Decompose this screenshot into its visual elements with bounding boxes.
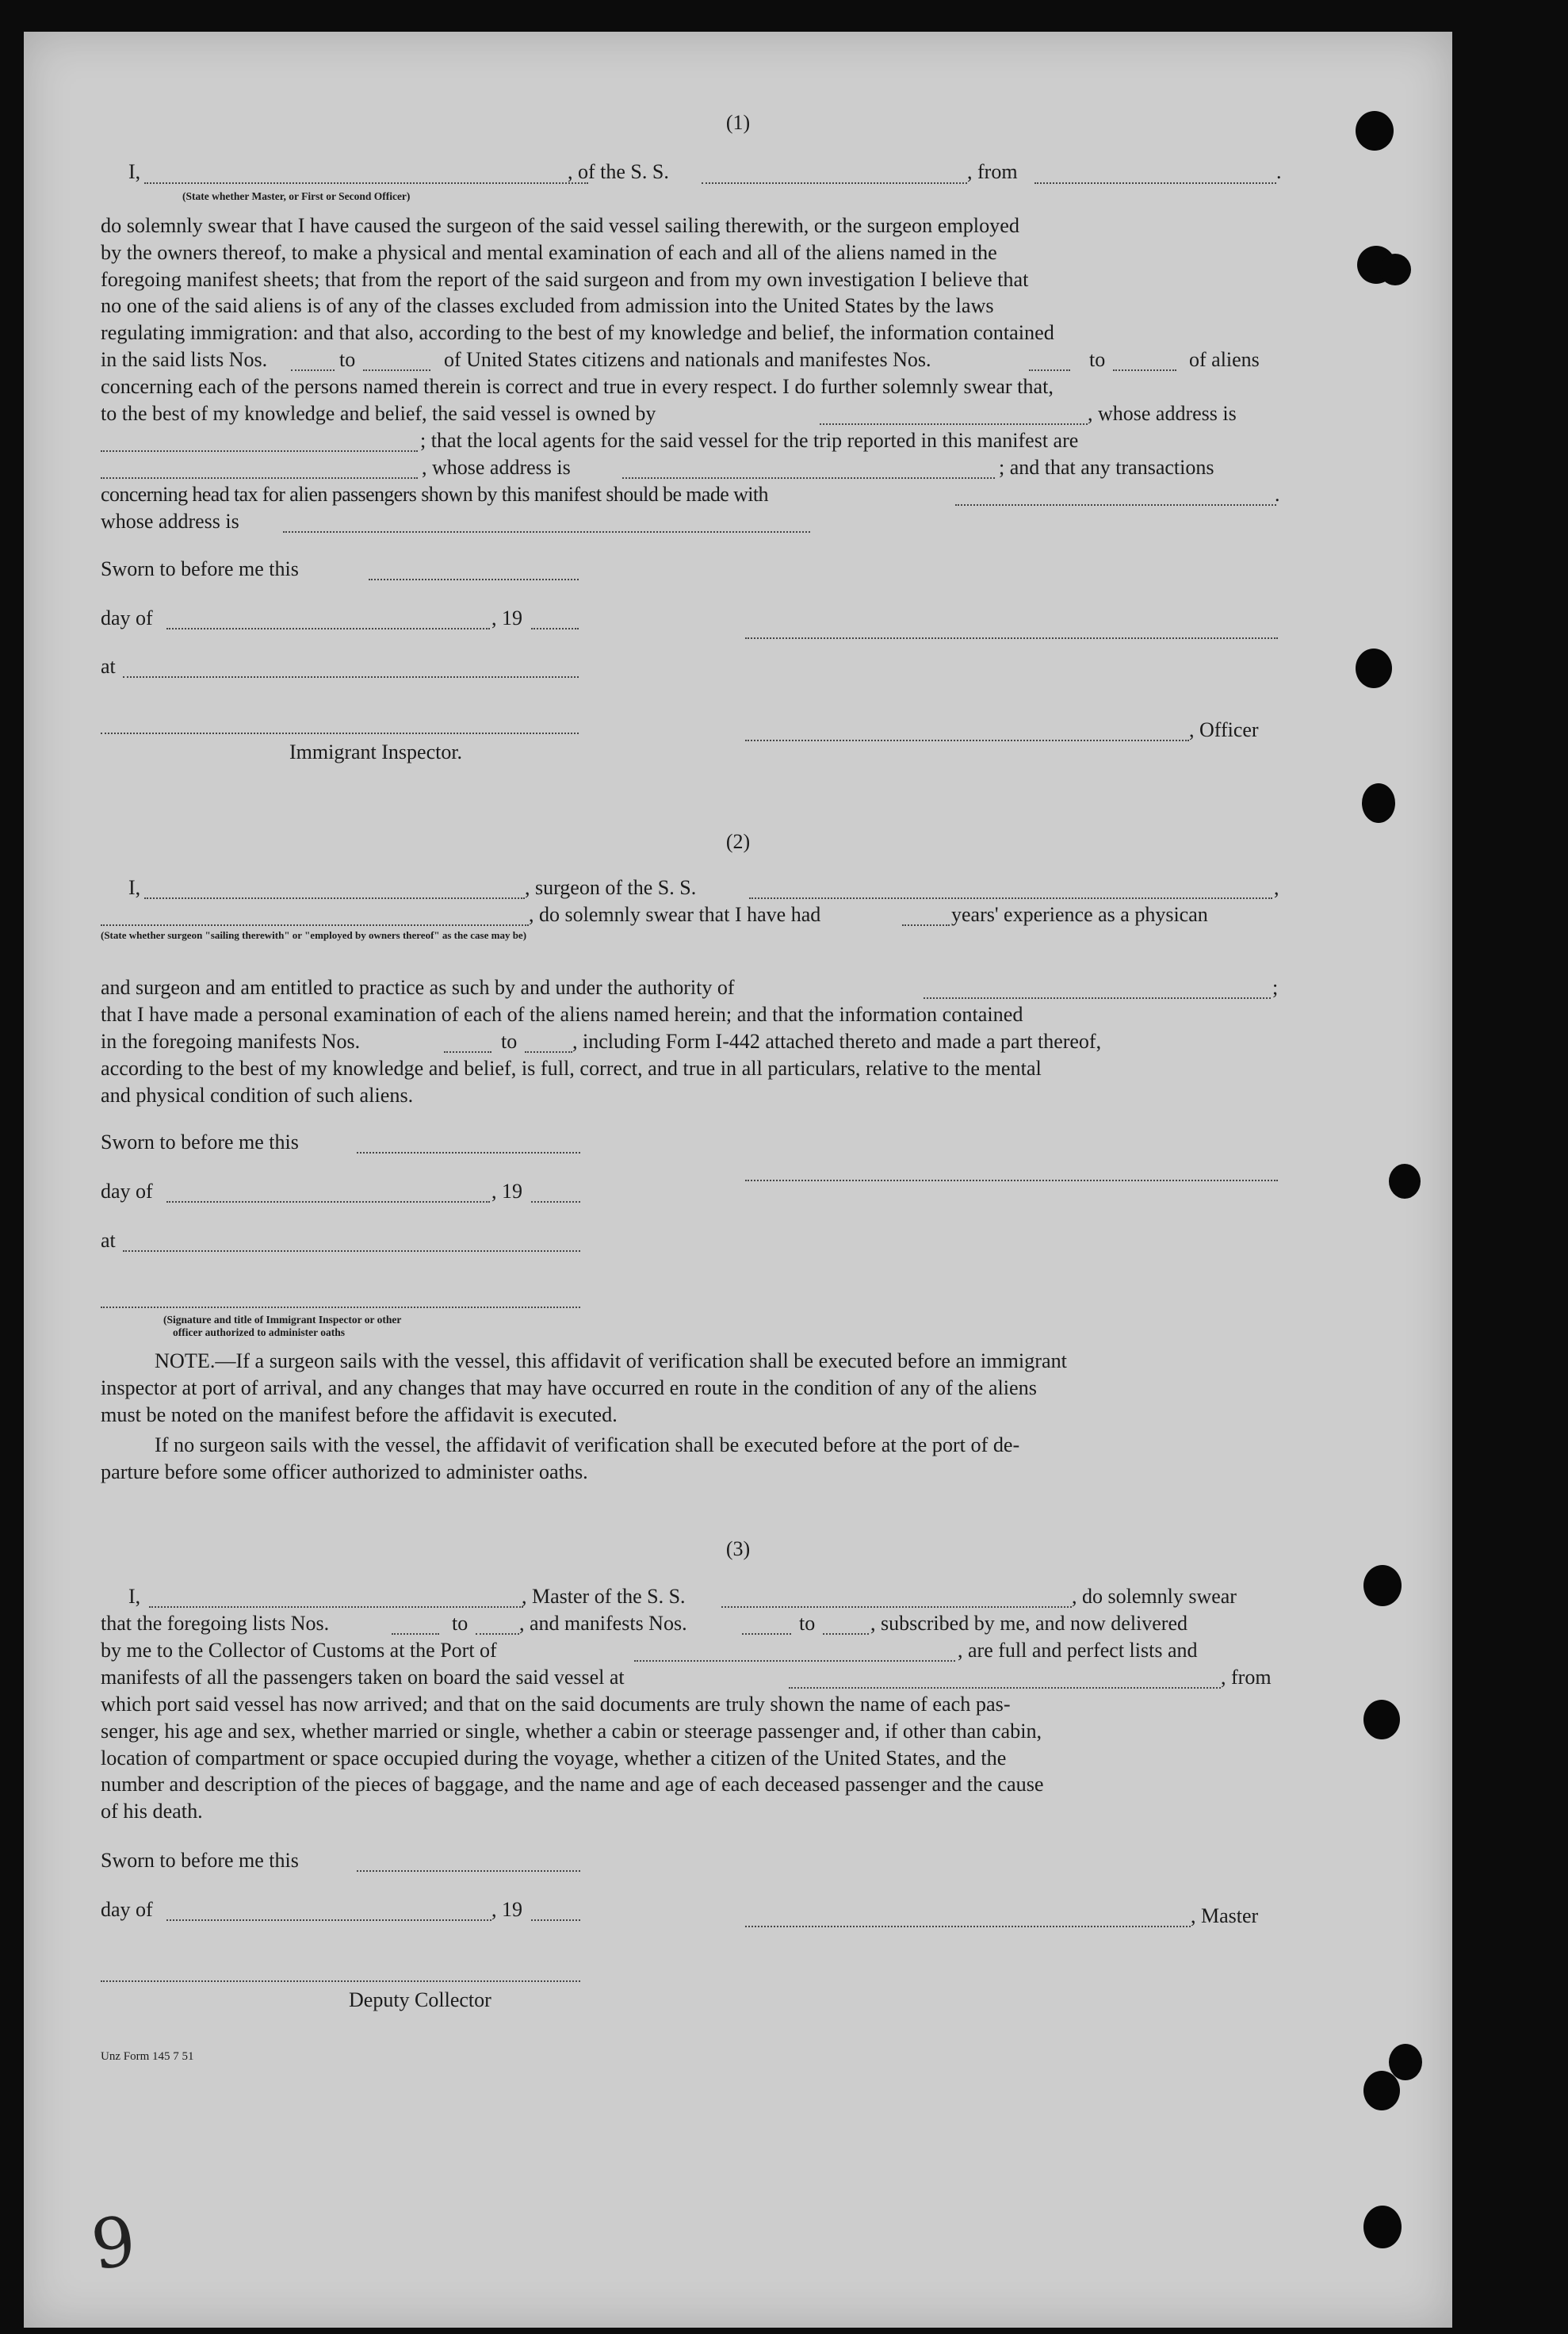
text: ; and that any transactions	[999, 456, 1214, 479]
signature-line	[101, 733, 579, 734]
blank-field	[283, 531, 810, 533]
text: , Officer	[1189, 718, 1259, 741]
text: , are full and perfect lists and	[958, 1639, 1198, 1662]
text: , 19	[491, 606, 522, 629]
signature-line	[745, 740, 1189, 741]
blank-field	[166, 1201, 490, 1203]
blank-field	[392, 1633, 439, 1635]
text: , 19	[491, 1180, 522, 1203]
punch-hole	[1363, 1565, 1402, 1606]
blank-field	[702, 182, 967, 184]
blank-field	[476, 1633, 519, 1635]
text: of aliens	[1189, 348, 1260, 371]
blank-field	[149, 1606, 523, 1608]
blank-field	[101, 450, 418, 452]
text: concerning head tax for alien passengers shown by this manifest should be made with	[101, 483, 768, 506]
blank-field	[1034, 182, 1276, 184]
signature-line	[745, 637, 1278, 639]
signature-line	[101, 1980, 580, 1982]
paragraph: concerning each of the persons named therein is correct and true in every respect. I do further solemnly swear that,	[101, 375, 1054, 398]
section-number: (2)	[725, 830, 751, 853]
text: Immigrant Inspector.	[289, 740, 463, 763]
section-number: (1)	[725, 111, 751, 134]
punch-hole	[1389, 1164, 1421, 1199]
punch-hole	[1356, 649, 1392, 688]
text: , Master of the S. S.	[522, 1585, 686, 1608]
text: to	[339, 348, 356, 371]
blank-field	[291, 369, 335, 371]
signature-line	[745, 1180, 1278, 1181]
blank-field	[166, 1919, 491, 1921]
punch-hole	[1362, 783, 1395, 823]
text: , from	[1221, 1666, 1272, 1689]
blank-field	[749, 897, 1272, 899]
text: , and manifests Nos.	[519, 1612, 687, 1635]
form-id: Unz Form 145 7 51	[101, 2050, 194, 2063]
blank-field	[525, 1051, 572, 1053]
blank-field	[721, 1606, 1072, 1608]
text: ,	[1274, 876, 1279, 899]
signature-note: officer authorized to administer oaths	[173, 1326, 345, 1338]
blank-field	[363, 369, 430, 371]
text: I,	[128, 160, 141, 183]
text: .	[1275, 483, 1280, 506]
text: Sworn to before me this	[101, 1849, 299, 1872]
text: .	[1276, 160, 1282, 183]
signature-note: (Signature and title of Immigrant Inspector or other	[163, 1314, 402, 1326]
blank-field	[144, 182, 588, 184]
blank-field	[357, 1152, 580, 1154]
text: , whose address is	[1088, 402, 1237, 425]
blank-field	[634, 1660, 955, 1662]
blank-field	[902, 924, 950, 926]
paragraph: that I have made a personal examination of each of the aliens named herein; and that the information contained	[101, 1003, 1023, 1026]
section-number: (3)	[725, 1537, 751, 1560]
text: , do solemnly swear	[1072, 1585, 1237, 1608]
text: day of	[101, 1180, 153, 1203]
text: that the foregoing lists Nos.	[101, 1612, 330, 1635]
signature-line	[745, 1926, 1191, 1927]
text: , including Form I-442 attached thereto and made a part thereof,	[572, 1030, 1102, 1053]
blank-field	[531, 1201, 580, 1203]
blank-field	[820, 423, 1088, 425]
text: of United States citizens and nationals and manifestes Nos.	[444, 348, 931, 371]
text: years' experience as a physican	[951, 903, 1208, 926]
blank-field	[444, 1051, 491, 1053]
text: at	[101, 1229, 116, 1252]
text: whose address is	[101, 510, 239, 533]
paragraph: which port said vessel has now arrived; and that on the said documents are truly shown the name of each pas- senger, his age and sex, whether married or single, whether a cabin or steerage passenger and, if other than cabin, location of compartment or space occupied during the voyage, whether a citizen of the United States, and the number and description of the pieces of baggage, and the name and age of each deceased passenger and the cause of his death.	[101, 1693, 1044, 1823]
blank-field	[1029, 369, 1070, 371]
text: Sworn to before me this	[101, 1131, 299, 1154]
punch-hole	[1363, 1700, 1400, 1739]
blank-field	[369, 579, 579, 580]
text: manifests of all the passengers taken on board the said vessel at	[101, 1666, 625, 1689]
blank-field	[531, 1919, 580, 1921]
blank-field	[144, 897, 525, 899]
document-page	[24, 32, 1452, 2328]
text: Sworn to before me this	[101, 557, 299, 580]
text: ;	[1272, 976, 1279, 999]
text: Deputy Collector	[349, 1988, 491, 2011]
handwritten-mark: 9	[86, 2201, 141, 2286]
blank-field	[101, 924, 529, 926]
text: day of	[101, 1898, 153, 1921]
text: I,	[128, 1585, 141, 1608]
punch-hole	[1363, 2071, 1400, 2110]
text: , do solemnly swear that I have had	[529, 903, 821, 926]
text: , of the S. S.	[568, 160, 669, 183]
blank-field	[742, 1633, 791, 1635]
blank-field	[823, 1633, 869, 1635]
officer-note: (State whether Master, or First or Second Officer)	[182, 190, 411, 202]
text: I,	[128, 876, 141, 899]
punch-hole	[1389, 2044, 1422, 2080]
blank-field	[123, 1250, 580, 1252]
blank-field	[166, 628, 490, 629]
note-paragraph: NOTE.—If a surgeon sails with the vessel, this affidavit of verification shall be executed before an immigrant inspector at port of arrival, and any changes that may have occurred en route in the condition of any of the aliens must be noted on the manifest before the affidavit is executed.	[101, 1349, 1067, 1426]
text: , from	[967, 160, 1018, 183]
text: , whose address is	[422, 456, 571, 479]
text: in the foregoing manifests Nos.	[101, 1030, 361, 1053]
text: to	[1089, 348, 1106, 371]
text: , 19	[491, 1898, 522, 1921]
note-paragraph: If no surgeon sails with the vessel, the affidavit of verification shall be executed before at the port of de- parture before some officer authorized to administer oaths.	[101, 1433, 1020, 1483]
blank-field	[357, 1870, 580, 1872]
blank-field	[789, 1687, 1221, 1689]
text: at	[101, 655, 116, 678]
text: , surgeon of the S. S.	[525, 876, 697, 899]
blank-field	[123, 676, 579, 678]
signature-line	[101, 1307, 580, 1308]
paragraph: according to the best of my knowledge and belief, is full, correct, and true in all particulars, relative to the mental and physical condition of such aliens.	[101, 1057, 1042, 1107]
blank-field	[955, 504, 1276, 506]
text: in the said lists Nos.	[101, 348, 268, 371]
text: to	[452, 1612, 468, 1635]
text: to the best of my knowledge and belief, the said vessel is owned by	[101, 402, 656, 425]
text: , Master	[1191, 1904, 1259, 1927]
text: and surgeon and am entitled to practice as such by and under the authority of	[101, 976, 735, 999]
text: ; that the local agents for the said vessel for the trip reported in this manifest are	[420, 429, 1079, 452]
text: to	[501, 1030, 518, 1053]
blank-field	[101, 477, 418, 479]
blank-field	[1113, 369, 1176, 371]
blank-field	[531, 628, 579, 629]
punch-hole	[1363, 2206, 1402, 2248]
text: by me to the Collector of Customs at the Port of	[101, 1639, 497, 1662]
text: , subscribed by me, and now delivered	[870, 1612, 1188, 1635]
punch-hole	[1379, 254, 1411, 285]
blank-field	[924, 997, 1271, 999]
text: to	[799, 1612, 816, 1635]
surgeon-note: (State whether surgeon "sailing therewith" or "employed by owners thereof" as the case may be)	[101, 929, 527, 941]
text: day of	[101, 606, 153, 629]
blank-field	[622, 477, 995, 479]
paragraph: do solemnly swear that I have caused the surgeon of the said vessel sailing therewith, or the surgeon employed by the owners thereof, to make a physical and mental examination of each and all of the aliens named in the foregoing manifest sheets; that from the report of the said surgeon and from my own investigation I believe that no one of the said aliens is of any of the classes excluded from admission into the United States by the laws regulating immigration: and that also, according to the best of my knowledge and belief, the information contained	[101, 214, 1054, 345]
